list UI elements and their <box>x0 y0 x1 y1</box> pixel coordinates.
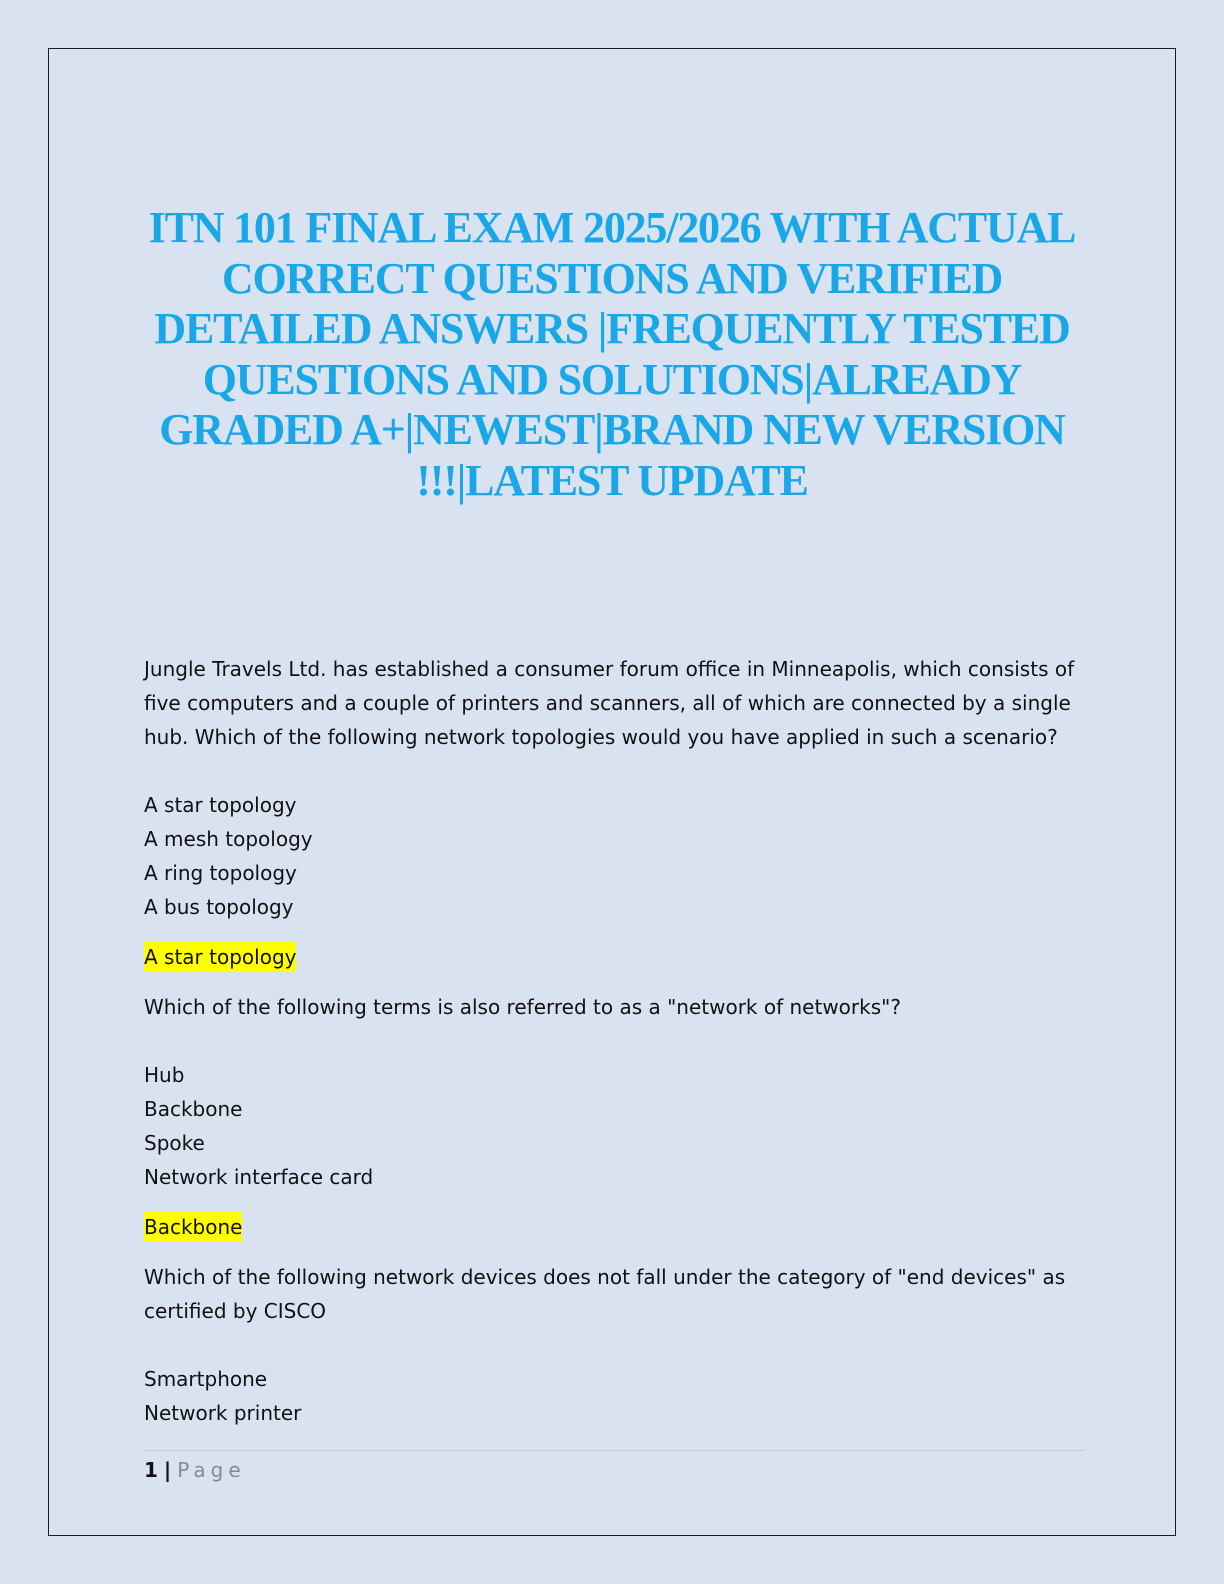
answer-option: A star topology <box>144 793 297 817</box>
answer-option: A mesh topology <box>144 827 313 851</box>
footer-separator: | <box>163 1458 172 1482</box>
question-block <box>144 1260 1084 1430</box>
page-footer <box>144 1455 246 1485</box>
answer-option: Network printer <box>144 1401 302 1425</box>
highlighted-correct-answer: A star topology <box>144 942 296 972</box>
answer-option: Network interface card <box>144 1165 374 1189</box>
answer-option: Smartphone <box>144 1367 268 1391</box>
question-text: Which of the following network devices does not fall under the category of "end devices" as certified by CISCO <box>144 1265 1066 1323</box>
document-body <box>144 652 1084 1430</box>
footer-divider <box>144 1450 1084 1451</box>
page-label: Page <box>177 1458 246 1482</box>
highlighted-correct-answer: Backbone <box>144 1212 242 1242</box>
answer-option: A ring topology <box>144 861 297 885</box>
page-number: 1 <box>144 1458 158 1482</box>
answer-option: Spoke <box>144 1131 205 1155</box>
question-block <box>144 652 1084 990</box>
answer-option: Hub <box>144 1063 185 1087</box>
question-text: Jungle Travels Ltd. has established a consumer forum office in Minneapolis, which consists of five computers and a couple of printers and scanners, all of which are connected by a single hub. Which of the following network topologies would you have applied in such a scenario? <box>144 657 1075 749</box>
answer-option: A bus topology <box>144 895 294 919</box>
answer-option: Backbone <box>144 1097 243 1121</box>
question-text: Which of the following terms is also referred to as a "network of networks"? <box>144 995 901 1019</box>
document-title: ITN 101 FINAL EXAM 2025/2026 WITH ACTUAL CORRECT QUESTIONS AND VERIFIED DETAILED ANSWERS |FREQUENTLY TESTED QUESTIONS AND SOLUTIONS|ALREADY GRADED A+|NEWEST|BRAND NEW VERSION !!!|LATEST UPDATE <box>148 203 1076 505</box>
question-block <box>144 990 1084 1260</box>
